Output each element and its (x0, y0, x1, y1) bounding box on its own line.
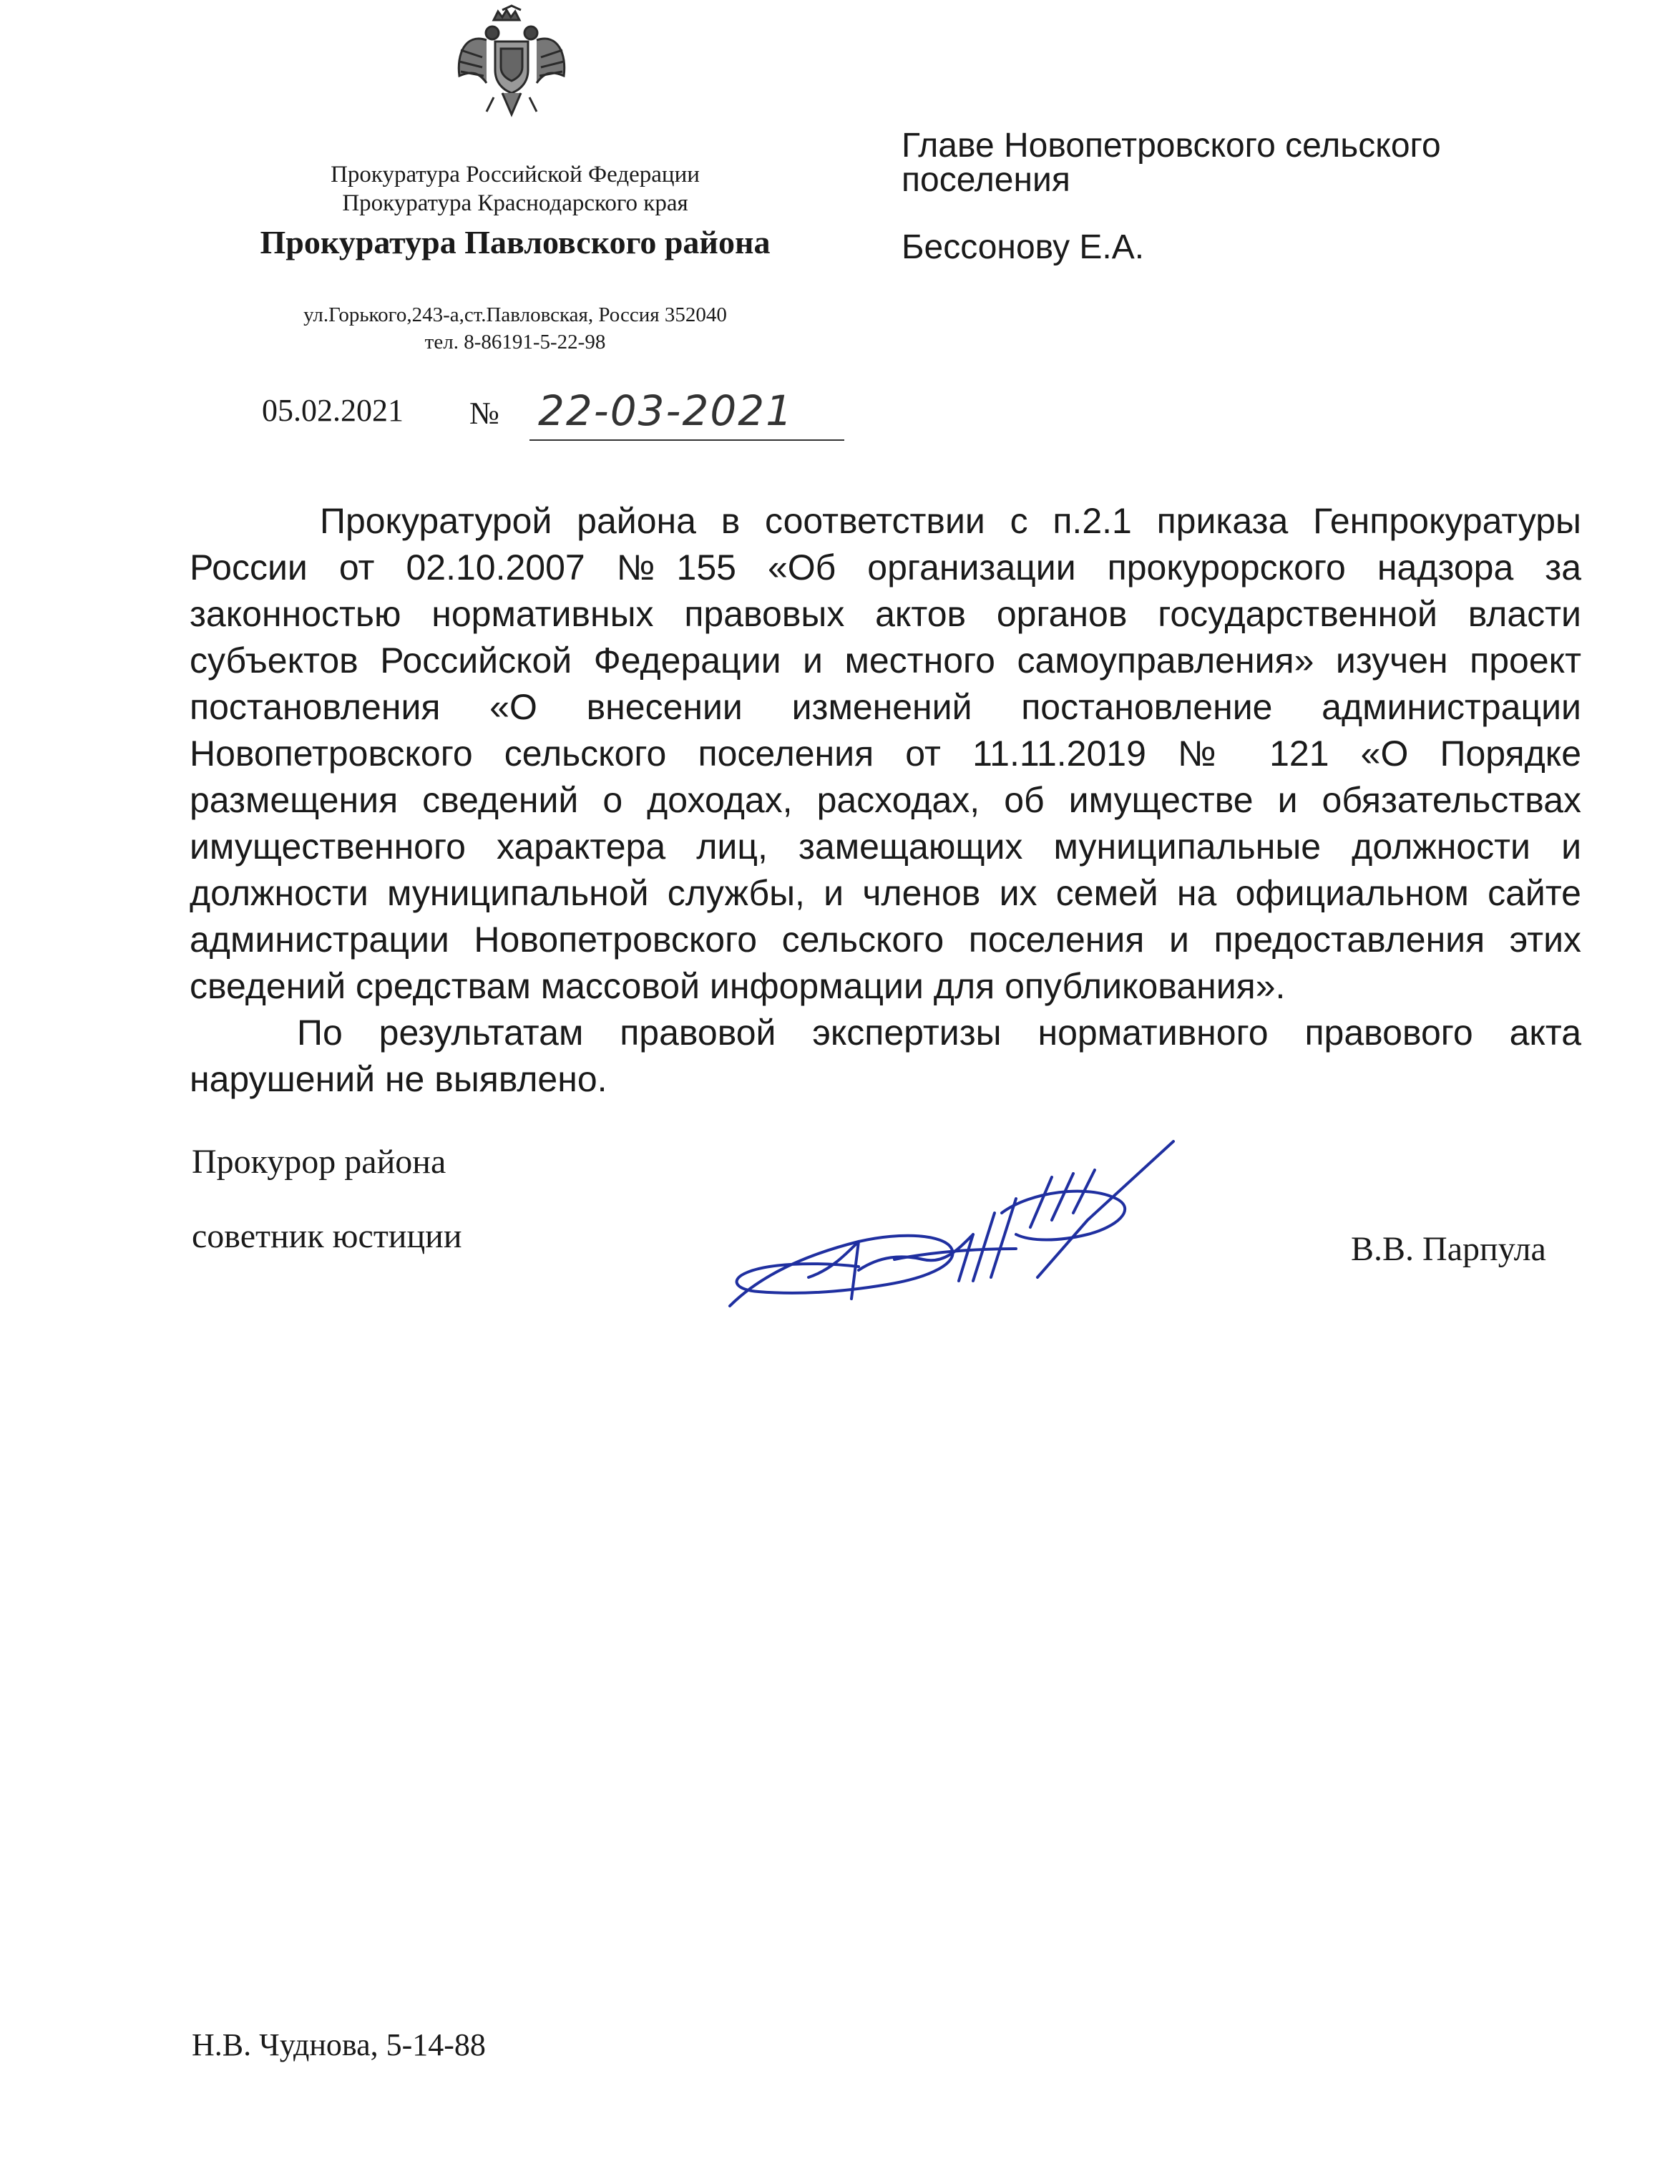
document-date: 05.02.2021 (262, 393, 404, 428)
org-name-federation: Прокуратура Российской Федерации (331, 162, 700, 187)
signer-position: Прокурор района (192, 1143, 446, 1181)
number-sign: № (469, 396, 499, 431)
body-paragraph-1: Прокуратурой района в соответствии с п.2.1 приказа Генпрокуратуры России от 02.10.2007 №155 «Об организации прокурорского надзора за законностью нормативных правовых актов органов государственной власти субъектов Российской Федерации и местного самоуправления» изучен проект постановления «О внесении изменений постановление администрации Новопетровского сельского поселения от 11.11.2019 № 121 «О Порядке размещения сведений о доходах, расходах, об имуществе и обязательствах имущественного характера лиц, замещающих муниципальные должности и должности муниципальной службы, и членов их семей на официальном сайте администрации Новопетровского сельского поселения и предоставления этих сведений средствам массовой информации для опубликования». (190, 501, 1581, 1006)
letter-body (190, 498, 1581, 1103)
russian-coat-of-arms-icon (451, 4, 572, 119)
document-number-handwritten: 22-03-2021 (538, 386, 794, 435)
org-phone: тел. 8-86191-5-22-98 (424, 331, 606, 354)
org-address: ул.Горького,243-а,ст.Павловская, Россия 352040 (303, 303, 727, 326)
body-paragraph-2: По результатам правовой экспертизы нормативного правового акта нарушений не выявлено. (190, 1013, 1581, 1099)
org-name-region: Прокуратура Краснодарского края (342, 190, 688, 216)
addressee-position-cont: поселения (902, 161, 1070, 199)
addressee-position: Главе Новопетровского сельского (902, 127, 1441, 165)
executor-contact: Н.В. Чуднова, 5-14-88 (192, 2027, 486, 2062)
signer-rank: советник юстиции (192, 1217, 462, 1255)
signer-name: В.В. Парпула (1351, 1230, 1546, 1268)
org-name-district: Прокуратура Павловского района (260, 224, 771, 260)
handwritten-signature-icon (716, 1134, 1188, 1313)
number-underline (529, 439, 844, 441)
addressee-name: Бессонову Е.А. (902, 228, 1145, 266)
